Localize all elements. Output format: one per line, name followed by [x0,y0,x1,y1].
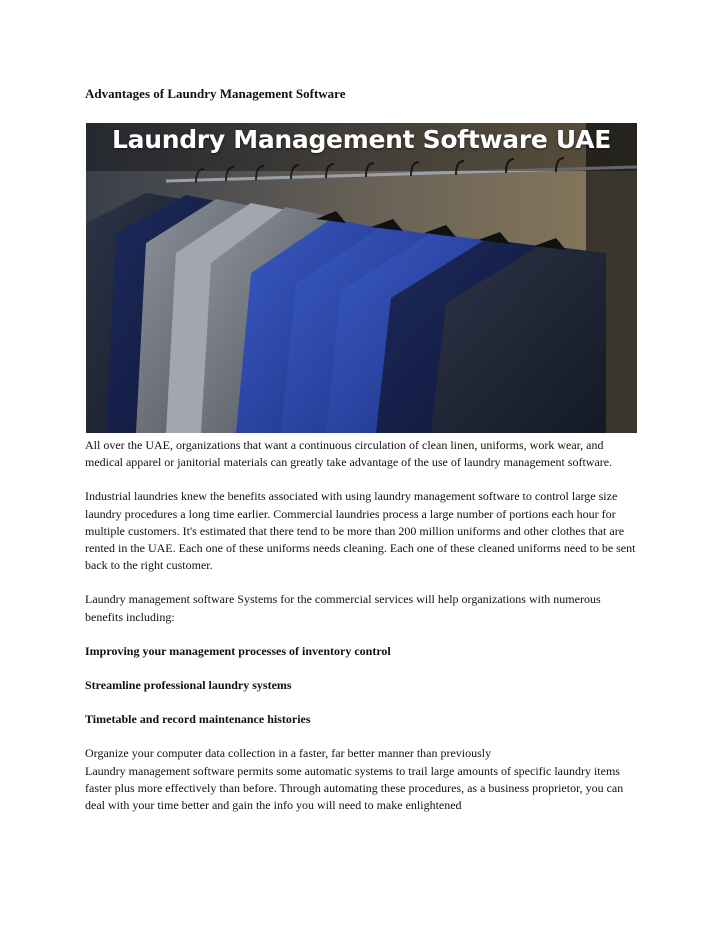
laundry-photo-icon [86,123,637,433]
paragraph: Laundry management software Systems for the commercial services will help organizations with numerous benefits including: [85,592,601,624]
image-caption: Laundry Management Software UAE [112,125,611,154]
benefit-heading: Timetable and record maintenance histories [85,712,311,727]
document-body [85,437,640,814]
benefit-heading: Streamline professional laundry systems [85,678,292,693]
document-title: Advantages of Laundry Management Software [85,86,346,101]
paragraph: Laundry management software permits some automatic systems to trail large amounts of specific laundry items faster plus more effectively than before. Through automating these procedures, as a business proprietor, you can deal with your time better and gain the info you will need to make enlightened [85,763,624,813]
benefit-heading: Improving your management processes of inventory control [85,643,391,658]
paragraph: Industrial laundries knew the benefits associated with using laundry management software to control large size laundry procedures a long time earlier. Commercial laundries process a large number of portions each hour for multiple customers. It's estimated that there tend to be more than 200 million uniforms and other clothes that are rented in the UAE. Each one of these uniforms needs cleaning. Each one of these cleaned uniforms need to be sent back to the right customer. [85,489,636,573]
paragraph: Organize your computer data collection in a faster, far better manner than previously [85,746,492,761]
paragraph: All over the UAE, organizations that want a continuous circulation of clean linen, uniforms, work wear, and medical apparel or janitorial materials can greatly take advantage of the use of laundry management software. [85,438,613,470]
